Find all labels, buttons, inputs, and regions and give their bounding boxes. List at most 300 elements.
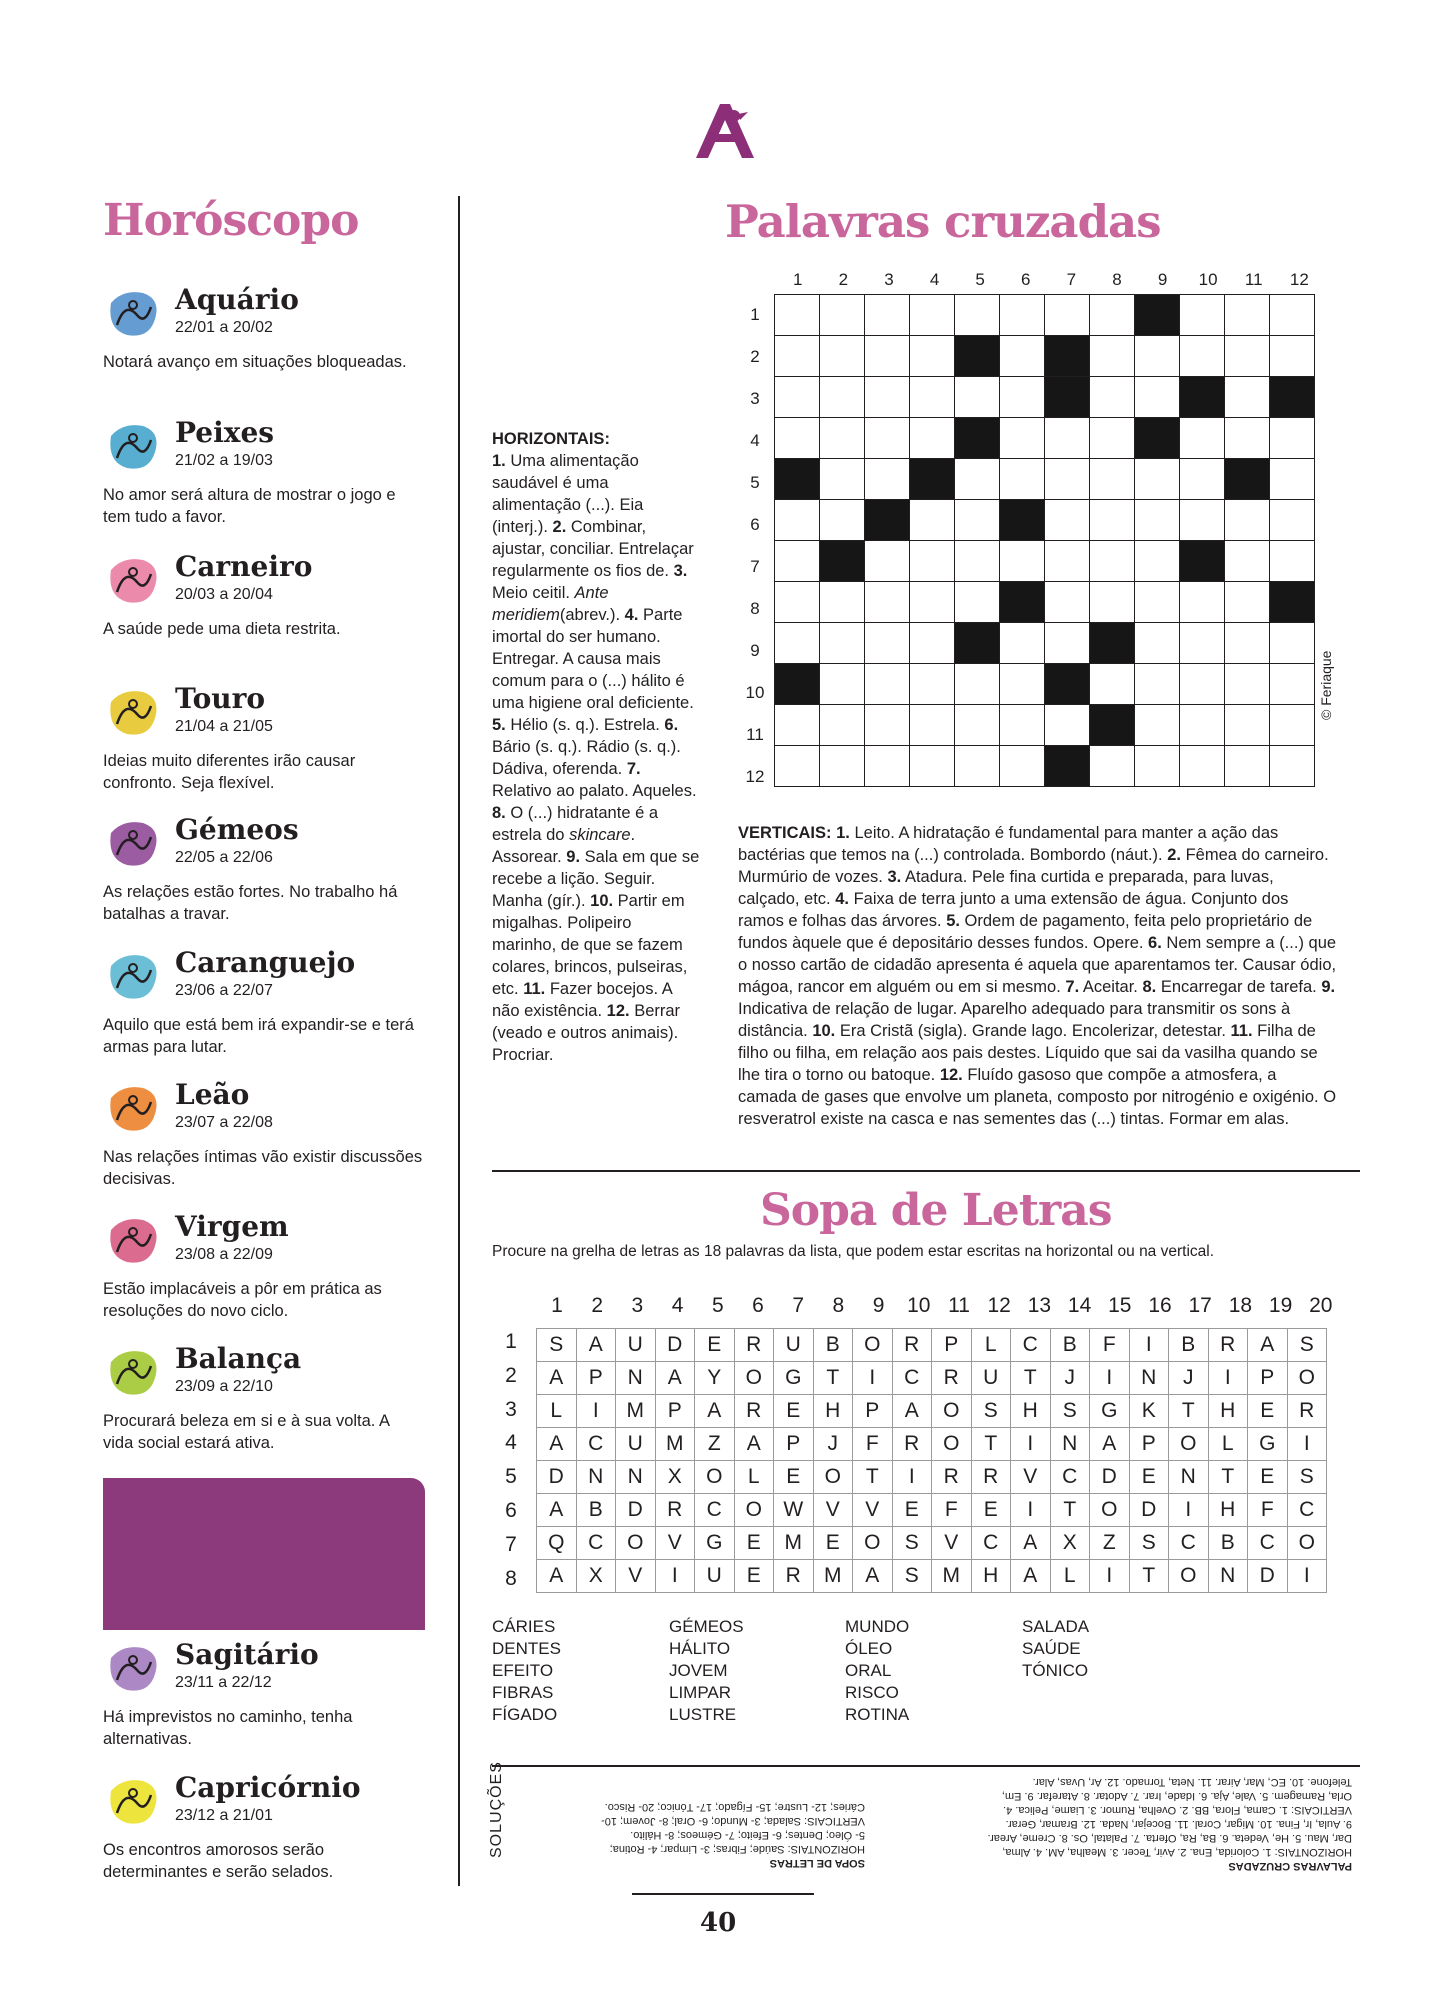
- crossword-cell[interactable]: [910, 623, 955, 664]
- crossword-cell[interactable]: [1180, 582, 1225, 623]
- letter-cell[interactable]: B: [1050, 1329, 1090, 1362]
- letter-cell[interactable]: U: [695, 1560, 735, 1593]
- sign-date: 21/04 a 21/05: [175, 718, 273, 735]
- sign-name: Gémeos: [175, 813, 299, 846]
- letter-cell[interactable]: N: [616, 1362, 656, 1395]
- letter-cell[interactable]: D: [1248, 1560, 1288, 1593]
- crossword-cell[interactable]: [910, 500, 955, 541]
- horoscope-title: Horóscopo: [103, 195, 359, 246]
- letter-cell[interactable]: P: [932, 1329, 972, 1362]
- crossword-cell[interactable]: [1270, 705, 1315, 746]
- letter-cell[interactable]: C: [576, 1527, 616, 1560]
- letter-cell[interactable]: A: [537, 1494, 577, 1527]
- letter-cell[interactable]: L: [1208, 1428, 1248, 1461]
- letter-cell[interactable]: G: [1248, 1428, 1288, 1461]
- letter-cell[interactable]: I: [1129, 1329, 1169, 1362]
- letter-cell[interactable]: C: [971, 1527, 1011, 1560]
- crossword-cell[interactable]: [910, 295, 955, 336]
- crossword-cell[interactable]: [955, 664, 1000, 705]
- crossword-cell[interactable]: [1270, 746, 1315, 787]
- letter-cell[interactable]: R: [655, 1494, 695, 1527]
- letter-cell[interactable]: O: [1287, 1362, 1327, 1395]
- crossword-row-number: 6: [750, 515, 760, 534]
- crossword-cell[interactable]: [1180, 295, 1225, 336]
- black-cell: [865, 500, 910, 541]
- letter-cell[interactable]: E: [734, 1560, 774, 1593]
- crossword-cell[interactable]: [955, 500, 1000, 541]
- letter-cell[interactable]: D: [1090, 1461, 1130, 1494]
- crossword-cell[interactable]: [820, 705, 865, 746]
- letter-cell[interactable]: C: [1011, 1329, 1051, 1362]
- letter-cell[interactable]: O: [853, 1329, 893, 1362]
- crossword-cell[interactable]: [1225, 418, 1270, 459]
- crossword-cell[interactable]: [1270, 623, 1315, 664]
- letter-cell[interactable]: P: [655, 1395, 695, 1428]
- letter-cell[interactable]: X: [655, 1461, 695, 1494]
- letter-cell[interactable]: A: [537, 1428, 577, 1461]
- letter-cell[interactable]: C: [576, 1428, 616, 1461]
- letter-cell[interactable]: I: [1169, 1494, 1209, 1527]
- letter-cell[interactable]: R: [932, 1362, 972, 1395]
- clue-text: Leito. A hidratação é fundamental para manter a ação das bactérias que temos na (...) controlada. Bombordo (náut.).: [738, 824, 1279, 864]
- crossword-cell[interactable]: [1000, 664, 1045, 705]
- crossword-cell[interactable]: [775, 746, 820, 787]
- letter-cell[interactable]: T: [1050, 1494, 1090, 1527]
- crossword-cell[interactable]: [1045, 418, 1090, 459]
- letter-cell[interactable]: O: [695, 1461, 735, 1494]
- crossword-cell[interactable]: [820, 623, 865, 664]
- letter-cell[interactable]: Z: [1090, 1527, 1130, 1560]
- clue-number: 10.: [812, 1022, 836, 1040]
- crossword-cell[interactable]: [1000, 295, 1045, 336]
- crossword-cell[interactable]: [775, 418, 820, 459]
- crossword-cell[interactable]: [1135, 336, 1180, 377]
- crossword-cell[interactable]: [1045, 623, 1090, 664]
- letter-cell[interactable]: C: [1169, 1527, 1209, 1560]
- crossword-cell[interactable]: [865, 582, 910, 623]
- crossword-cell[interactable]: [1225, 377, 1270, 418]
- crossword-cell[interactable]: [1270, 664, 1315, 705]
- letter-cell[interactable]: T: [1208, 1461, 1248, 1494]
- crossword-cell[interactable]: [1135, 377, 1180, 418]
- letter-cell[interactable]: N: [616, 1461, 656, 1494]
- letter-cell[interactable]: R: [774, 1560, 814, 1593]
- crossword-cell[interactable]: [1270, 336, 1315, 377]
- crossword-cell[interactable]: [1135, 664, 1180, 705]
- crossword-cell[interactable]: [820, 582, 865, 623]
- letter-cell[interactable]: R: [1208, 1329, 1248, 1362]
- letter-cell[interactable]: C: [1287, 1494, 1327, 1527]
- crossword-cell[interactable]: [1045, 705, 1090, 746]
- letter-cell[interactable]: B: [1208, 1527, 1248, 1560]
- crossword-cell[interactable]: [1090, 664, 1135, 705]
- letter-cell[interactable]: H: [1208, 1494, 1248, 1527]
- letter-cell[interactable]: E: [734, 1527, 774, 1560]
- letter-cell[interactable]: E: [774, 1395, 814, 1428]
- crossword-cell[interactable]: [955, 582, 1000, 623]
- crossword-cell[interactable]: [910, 582, 955, 623]
- crossword-cell[interactable]: [955, 541, 1000, 582]
- crossword-cell[interactable]: [910, 336, 955, 377]
- crossword-cell[interactable]: [1180, 500, 1225, 541]
- crossword-cell[interactable]: [1135, 623, 1180, 664]
- letter-cell[interactable]: V: [655, 1527, 695, 1560]
- letter-cell[interactable]: I: [1090, 1362, 1130, 1395]
- crossword-cell[interactable]: [1000, 746, 1045, 787]
- letter-cell[interactable]: S: [1287, 1329, 1327, 1362]
- crossword-cell[interactable]: [1135, 705, 1180, 746]
- letter-cell[interactable]: P: [576, 1362, 616, 1395]
- letter-cell[interactable]: U: [774, 1329, 814, 1362]
- crossword-cell[interactable]: [1180, 623, 1225, 664]
- crossword-cell[interactable]: [820, 746, 865, 787]
- clue-number: 9.: [566, 848, 581, 866]
- letter-cell[interactable]: A: [576, 1329, 616, 1362]
- letter-cell[interactable]: Q: [537, 1527, 577, 1560]
- crossword-cell[interactable]: [1270, 418, 1315, 459]
- crossword-cell[interactable]: [1000, 459, 1045, 500]
- letter-cell[interactable]: O: [1090, 1494, 1130, 1527]
- crossword-cell[interactable]: [865, 459, 910, 500]
- crossword-cell[interactable]: [1090, 418, 1135, 459]
- crossword-cell[interactable]: [1180, 746, 1225, 787]
- letter-cell[interactable]: O: [616, 1527, 656, 1560]
- letter-cell[interactable]: S: [537, 1329, 577, 1362]
- letter-cell[interactable]: A: [853, 1560, 893, 1593]
- letter-cell[interactable]: N: [1208, 1560, 1248, 1593]
- crossword-cell[interactable]: [1180, 664, 1225, 705]
- letter-cell[interactable]: R: [892, 1329, 932, 1362]
- letter-cell[interactable]: E: [1129, 1461, 1169, 1494]
- letter-cell[interactable]: Y: [695, 1362, 735, 1395]
- crossword-cell[interactable]: [865, 541, 910, 582]
- letter-cell[interactable]: O: [1169, 1560, 1209, 1593]
- crossword-cell[interactable]: [955, 746, 1000, 787]
- letter-cell[interactable]: S: [1050, 1395, 1090, 1428]
- letter-cell[interactable]: Z: [695, 1428, 735, 1461]
- crossword-cell[interactable]: [1045, 295, 1090, 336]
- letter-cell[interactable]: A: [695, 1395, 735, 1428]
- crossword-cell[interactable]: [910, 746, 955, 787]
- letter-cell[interactable]: E: [892, 1494, 932, 1527]
- letter-cell[interactable]: C: [1050, 1461, 1090, 1494]
- crossword-cell[interactable]: [1225, 746, 1270, 787]
- letter-cell[interactable]: I: [892, 1461, 932, 1494]
- letter-cell[interactable]: E: [695, 1329, 735, 1362]
- letter-cell[interactable]: A: [734, 1428, 774, 1461]
- crossword-cell[interactable]: [1000, 377, 1045, 418]
- crossword-cell[interactable]: [865, 746, 910, 787]
- letter-cell[interactable]: X: [576, 1560, 616, 1593]
- letter-cell[interactable]: O: [1287, 1527, 1327, 1560]
- crossword-cell[interactable]: [1225, 582, 1270, 623]
- letter-cell[interactable]: R: [892, 1428, 932, 1461]
- letter-cell[interactable]: M: [813, 1560, 853, 1593]
- crossword-cell[interactable]: [910, 664, 955, 705]
- letter-cell[interactable]: O: [932, 1395, 972, 1428]
- crossword-cell[interactable]: [1225, 664, 1270, 705]
- letter-cell[interactable]: E: [971, 1494, 1011, 1527]
- crossword-cell[interactable]: [1090, 746, 1135, 787]
- letter-cell[interactable]: U: [971, 1362, 1011, 1395]
- letter-cell[interactable]: H: [971, 1560, 1011, 1593]
- letter-cell[interactable]: A: [1248, 1329, 1288, 1362]
- crossword-cell[interactable]: [1090, 459, 1135, 500]
- crossword-cell[interactable]: [820, 459, 865, 500]
- letter-cell[interactable]: L: [971, 1329, 1011, 1362]
- crossword-cell[interactable]: [1180, 459, 1225, 500]
- crossword-cell[interactable]: [865, 623, 910, 664]
- crossword-cell[interactable]: [1180, 418, 1225, 459]
- letter-cell[interactable]: B: [813, 1329, 853, 1362]
- letter-cell[interactable]: L: [734, 1461, 774, 1494]
- crossword-cell[interactable]: [1225, 541, 1270, 582]
- letter-cell[interactable]: T: [813, 1362, 853, 1395]
- letter-cell[interactable]: V: [813, 1494, 853, 1527]
- letter-cell[interactable]: O: [853, 1527, 893, 1560]
- crossword-cell[interactable]: [1090, 500, 1135, 541]
- letter-cell[interactable]: S: [1129, 1527, 1169, 1560]
- letter-cell[interactable]: N: [576, 1461, 616, 1494]
- crossword-cell[interactable]: [1000, 623, 1045, 664]
- letter-cell[interactable]: I: [1287, 1560, 1327, 1593]
- letter-cell[interactable]: T: [853, 1461, 893, 1494]
- letter-cell[interactable]: H: [1208, 1395, 1248, 1428]
- crossword-cell[interactable]: [775, 336, 820, 377]
- letter-cell[interactable]: M: [655, 1428, 695, 1461]
- letter-cell[interactable]: M: [932, 1560, 972, 1593]
- clue-text: Fazer bocejos. A não existência.: [492, 980, 672, 1020]
- crossword-cell[interactable]: [820, 295, 865, 336]
- letter-cell[interactable]: I: [1287, 1428, 1327, 1461]
- crossword-cell[interactable]: [1045, 500, 1090, 541]
- crossword-cell[interactable]: [1000, 336, 1045, 377]
- crossword-cell[interactable]: [820, 664, 865, 705]
- crossword-cell[interactable]: [775, 295, 820, 336]
- crossword-cell[interactable]: [1225, 623, 1270, 664]
- letter-cell[interactable]: S: [971, 1395, 1011, 1428]
- crossword-cell[interactable]: [865, 295, 910, 336]
- letter-cell[interactable]: H: [813, 1395, 853, 1428]
- letter-cell[interactable]: E: [1248, 1461, 1288, 1494]
- crossword-cell[interactable]: [1225, 336, 1270, 377]
- letter-cell[interactable]: B: [576, 1494, 616, 1527]
- letter-cell[interactable]: G: [1090, 1395, 1130, 1428]
- letter-cell[interactable]: J: [813, 1428, 853, 1461]
- letter-cell[interactable]: S: [892, 1560, 932, 1593]
- crossword-cell[interactable]: [820, 377, 865, 418]
- letter-cell[interactable]: A: [537, 1560, 577, 1593]
- letter-cell[interactable]: B: [1169, 1329, 1209, 1362]
- letter-cell[interactable]: L: [537, 1395, 577, 1428]
- letter-cell[interactable]: D: [1129, 1494, 1169, 1527]
- crossword-cell[interactable]: [1135, 459, 1180, 500]
- crossword-col-number: 2: [838, 270, 849, 289]
- letter-cell[interactable]: T: [971, 1428, 1011, 1461]
- letter-cell[interactable]: A: [655, 1362, 695, 1395]
- crossword-cell[interactable]: [1225, 705, 1270, 746]
- letter-cell[interactable]: I: [1090, 1560, 1130, 1593]
- crossword-cell[interactable]: [1270, 459, 1315, 500]
- clue-number: 5.: [946, 912, 960, 930]
- letter-cell[interactable]: C: [695, 1494, 735, 1527]
- letter-cell[interactable]: V: [616, 1560, 656, 1593]
- letter-cell[interactable]: V: [1011, 1461, 1051, 1494]
- letter-cell[interactable]: C: [892, 1362, 932, 1395]
- letter-cell[interactable]: I: [1011, 1428, 1051, 1461]
- letter-cell[interactable]: I: [576, 1395, 616, 1428]
- letter-cell[interactable]: T: [1129, 1560, 1169, 1593]
- letter-cell[interactable]: D: [616, 1494, 656, 1527]
- crossword-cell[interactable]: [775, 541, 820, 582]
- crossword-cell[interactable]: [955, 705, 1000, 746]
- letter-cell[interactable]: O: [1169, 1428, 1209, 1461]
- letter-cell[interactable]: V: [853, 1494, 893, 1527]
- crossword-cell[interactable]: [1225, 295, 1270, 336]
- letter-cell[interactable]: O: [734, 1494, 774, 1527]
- letter-cell[interactable]: V: [932, 1527, 972, 1560]
- letter-cell[interactable]: S: [1287, 1461, 1327, 1494]
- crossword-cell[interactable]: [820, 500, 865, 541]
- letter-cell[interactable]: R: [734, 1329, 774, 1362]
- crossword-cell[interactable]: [910, 541, 955, 582]
- letter-cell[interactable]: R: [1287, 1395, 1327, 1428]
- crossword-cell[interactable]: [865, 418, 910, 459]
- letter-cell[interactable]: F: [932, 1494, 972, 1527]
- crossword-cell[interactable]: [775, 623, 820, 664]
- letter-cell[interactable]: R: [932, 1461, 972, 1494]
- crossword-cell[interactable]: [1090, 377, 1135, 418]
- sign-text: As relações estão fortes. No trabalho há batalhas a travar.: [103, 883, 398, 923]
- letter-cell[interactable]: N: [1050, 1428, 1090, 1461]
- letter-cell[interactable]: N: [1169, 1461, 1209, 1494]
- crossword-cell[interactable]: [910, 705, 955, 746]
- letter-cell[interactable]: I: [655, 1560, 695, 1593]
- crossword-cell[interactable]: [1225, 500, 1270, 541]
- letter-cell[interactable]: M: [774, 1527, 814, 1560]
- letter-cell[interactable]: I: [853, 1362, 893, 1395]
- crossword-cell[interactable]: [1090, 541, 1135, 582]
- letter-cell[interactable]: G: [695, 1527, 735, 1560]
- letter-cell[interactable]: R: [734, 1395, 774, 1428]
- crossword-cell[interactable]: [1135, 582, 1180, 623]
- letter-cell[interactable]: K: [1129, 1395, 1169, 1428]
- letter-cell[interactable]: S: [892, 1527, 932, 1560]
- black-cell: [1180, 377, 1225, 418]
- letter-cell[interactable]: L: [1050, 1560, 1090, 1593]
- crossword-cell[interactable]: [775, 582, 820, 623]
- crossword-cell[interactable]: [1045, 541, 1090, 582]
- letter-cell[interactable]: R: [971, 1461, 1011, 1494]
- letter-cell[interactable]: N: [1129, 1362, 1169, 1395]
- letter-cell[interactable]: U: [616, 1329, 656, 1362]
- letter-cell[interactable]: F: [853, 1428, 893, 1461]
- crossword-cell[interactable]: [865, 705, 910, 746]
- word-list-item: DENTES: [492, 1639, 561, 1658]
- letter-cell[interactable]: W: [774, 1494, 814, 1527]
- crossword-cell[interactable]: [1135, 746, 1180, 787]
- letter-cell[interactable]: H: [1011, 1395, 1051, 1428]
- letter-cell[interactable]: O: [932, 1428, 972, 1461]
- letter-cell[interactable]: O: [734, 1362, 774, 1395]
- letter-cell[interactable]: P: [853, 1395, 893, 1428]
- crossword-cell[interactable]: [1270, 295, 1315, 336]
- word-list-item: TÓNICO: [1022, 1661, 1089, 1680]
- letter-cell[interactable]: X: [1050, 1527, 1090, 1560]
- letter-cell[interactable]: D: [655, 1329, 695, 1362]
- crossword-cell[interactable]: [1180, 705, 1225, 746]
- crossword-cell[interactable]: [1180, 336, 1225, 377]
- crossword-cell[interactable]: [1270, 541, 1315, 582]
- crossword-cell[interactable]: [775, 705, 820, 746]
- crossword-cell[interactable]: [1090, 582, 1135, 623]
- letter-cell[interactable]: E: [813, 1527, 853, 1560]
- letter-cell[interactable]: P: [1248, 1362, 1288, 1395]
- crossword-cell[interactable]: [955, 459, 1000, 500]
- crossword-cell[interactable]: [1000, 418, 1045, 459]
- letter-cell[interactable]: P: [774, 1428, 814, 1461]
- letter-cell[interactable]: E: [1248, 1395, 1288, 1428]
- crossword-cell[interactable]: [865, 664, 910, 705]
- crossword-cell[interactable]: [1045, 459, 1090, 500]
- crossword-cell[interactable]: [910, 377, 955, 418]
- crossword-cell[interactable]: [1135, 500, 1180, 541]
- letter-cell[interactable]: G: [774, 1362, 814, 1395]
- letter-cell[interactable]: I: [1011, 1494, 1051, 1527]
- letter-cell[interactable]: U: [616, 1428, 656, 1461]
- crossword-cell[interactable]: [955, 295, 1000, 336]
- sign-text: Os encontros amorosos serão determinantes e serão selados.: [103, 1841, 334, 1881]
- crossword-cell[interactable]: [865, 377, 910, 418]
- letter-cell[interactable]: J: [1050, 1362, 1090, 1395]
- crossword-cell[interactable]: [865, 336, 910, 377]
- crossword-cell[interactable]: [910, 418, 955, 459]
- letter-cell[interactable]: F: [1248, 1494, 1288, 1527]
- letter-cell[interactable]: A: [1090, 1428, 1130, 1461]
- letter-cell[interactable]: M: [616, 1395, 656, 1428]
- crossword-cell[interactable]: [1135, 541, 1180, 582]
- crossword-cell[interactable]: [1270, 500, 1315, 541]
- letter-cell[interactable]: A: [537, 1362, 577, 1395]
- letter-cell[interactable]: A: [892, 1395, 932, 1428]
- crossword-cell[interactable]: [1090, 295, 1135, 336]
- clue-text: Berrar (veado e outros animais). Procriar.: [492, 1002, 681, 1064]
- letter-cell[interactable]: I: [1208, 1362, 1248, 1395]
- crossword-cell[interactable]: [1000, 705, 1045, 746]
- crossword-cell[interactable]: [1045, 582, 1090, 623]
- letter-cell[interactable]: T: [1169, 1395, 1209, 1428]
- letter-cell[interactable]: A: [1011, 1560, 1051, 1593]
- crossword-cell[interactable]: [775, 500, 820, 541]
- letter-cell[interactable]: D: [537, 1461, 577, 1494]
- crossword-cell[interactable]: [1090, 336, 1135, 377]
- crossword-cell[interactable]: [820, 418, 865, 459]
- letter-cell[interactable]: C: [1248, 1527, 1288, 1560]
- clue-italic: Ante meridiem: [492, 584, 609, 624]
- letter-cell[interactable]: P: [1129, 1428, 1169, 1461]
- letter-cell[interactable]: F: [1090, 1329, 1130, 1362]
- word-search-col-number: 10: [907, 1294, 931, 1317]
- letter-cell[interactable]: A: [1011, 1527, 1051, 1560]
- crossword-cell[interactable]: [955, 377, 1000, 418]
- letter-cell[interactable]: J: [1169, 1362, 1209, 1395]
- crossword-cell[interactable]: [820, 336, 865, 377]
- letter-cell[interactable]: O: [813, 1461, 853, 1494]
- crossword-cell[interactable]: [775, 377, 820, 418]
- letter-cell[interactable]: E: [774, 1461, 814, 1494]
- letter-cell[interactable]: T: [1011, 1362, 1051, 1395]
- crossword-cell[interactable]: [1000, 541, 1045, 582]
